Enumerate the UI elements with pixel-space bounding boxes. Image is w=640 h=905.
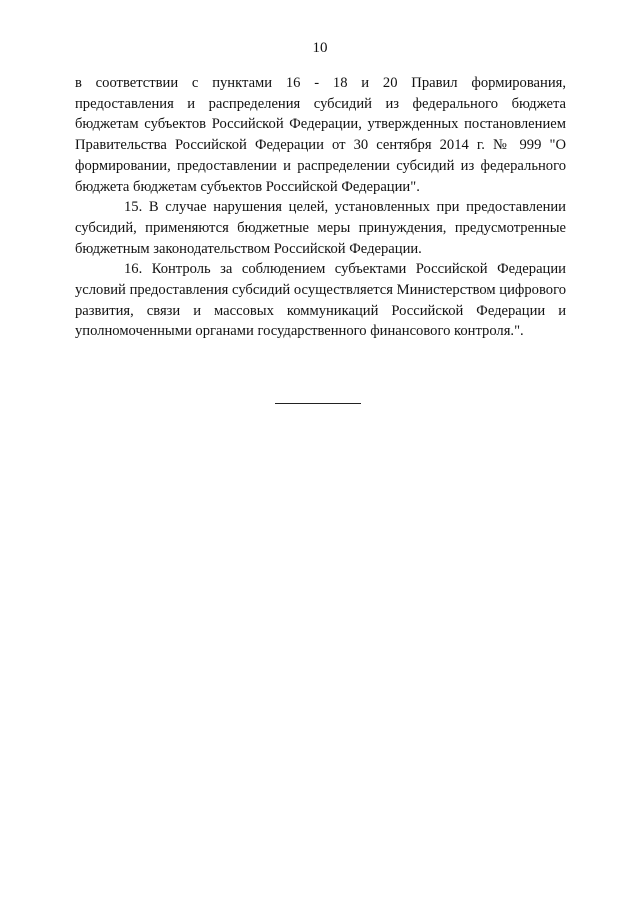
- page-number: 10: [312, 40, 328, 56]
- paragraph-16: 16. Контроль за соблюдением субъектами Российской Федерации условий предоставления субсидий осуществляется Министерством цифрового развития, связи и массовых коммуникаций Российской Федерации и уполномоченными органами государственного финансового контроля.".: [75, 261, 566, 340]
- paragraph-15: 15. В случае нарушения целей, установленных при предоставлении субсидий, применяются бюджетные меры принуждения, предусмотренные бюджетным законодательством Российской Федерации.: [75, 199, 566, 257]
- end-divider-line: [275, 403, 361, 404]
- paragraph-continuation: в соответствии с пунктами 16 - 18 и 20 Правил формирования, предоставления и распределения субсидий из федерального бюджета бюджетам субъектов Российской Федерации, утвержденных постановлением Правительства Российской Федерации от 30 сентября 2014 г. № 999 "О формировании, предоставлении и распределении субсидий из федерального бюджета бюджетам субъектов Российской Федерации".: [75, 75, 566, 195]
- document-body: [75, 73, 566, 342]
